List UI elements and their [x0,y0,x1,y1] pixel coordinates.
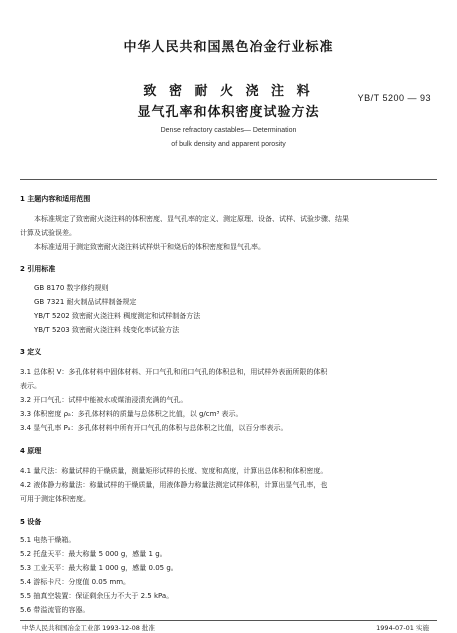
reference-item: YB/T 5202 致密耐火浇注料 稠度测定和试样制备方法 [34,312,201,320]
definition-3-2: 3.2 开口气孔：试样中能被水或煤油浸渍充满的气孔。 [20,396,188,404]
section-1-paragraph-2: 本标准适用于测定致密耐火浇注料试样烘干和烧后的体积密度和显气孔率。 [34,243,265,251]
english-title-line-2: of bulk density and apparent porosity [171,141,286,148]
definition-3-1-cont: 表示。 [20,382,41,390]
principle-4-2: 4.2 液体静力称量法：称量试样的干燥质量，用液体静力称量法测定试样体积，计算出显气孔率，也 [20,481,328,489]
equipment-item: 5.6 带溢流管的容器。 [20,606,90,614]
document-title-line-2: 显气孔率和体积密度试验方法 [137,105,320,120]
implementation-date: 1994-07-01 实施 [376,624,429,632]
principle-4-1: 4.1 量尺法：称量试样的干燥质量，测量矩形试样的长度、宽度和高度，计算出总体积和体积密度。 [20,467,328,475]
header-divider [20,179,437,180]
section-3-heading: 3 定义 [20,348,42,356]
section-1-paragraph-1: 本标准规定了致密耐火浇注料的体积密度、显气孔率的定义、测定原理、设备、试样、试验步骤、结果 [34,215,349,223]
reference-item: GB 7321 耐火制品试样制备规定 [34,298,137,306]
section-1-paragraph-1-cont: 计算及试验误差。 [20,229,76,237]
section-5-heading: 5 设备 [20,518,42,526]
section-4-heading: 4 原理 [20,447,42,455]
section-2-heading: 2 引用标准 [20,265,56,273]
approval-note: 中华人民共和国冶金工业部 1993-12-08 批准 [22,624,155,632]
footer-divider [20,620,437,621]
reference-item: YB/T 5203 致密耐火浇注料 线变化率试验方法 [34,326,180,334]
definition-3-4: 3.4 显气孔率 Pₐ：多孔体材料中所有开口气孔的体积与总体积之比值，以百分率表示。 [20,424,288,432]
english-title-line-1: Dense refractory castables— Determination [160,127,297,134]
equipment-item: 5.2 托盘天平：最大称量 5 000 g，感量 1 g。 [20,550,167,558]
document-title-line-1: 致 密 耐 火 浇 注 料 [143,84,314,99]
reference-item: GB 8170 数字修约规则 [34,284,109,292]
principle-4-2-cont: 可用于测定体积密度。 [20,495,90,503]
standard-number: YB/T 5200 — 93 [357,93,431,103]
issuing-organization: 中华人民共和国黑色冶金行业标准 [123,40,334,55]
equipment-item: 5.3 工业天平：最大称量 1 000 g，感量 0.05 g。 [20,564,178,572]
definition-3-1: 3.1 总体积 V：多孔体材料中固体材料、开口气孔和闭口气孔的体积总和，用试样外表面所限的体积 [20,368,328,376]
equipment-item: 5.1 电热干燥箱。 [20,536,76,544]
definition-3-3: 3.3 体积密度 ρₐ：多孔体材料的质量与总体积之比值，以 g/cm³ 表示。 [20,410,243,418]
equipment-item: 5.4 游标卡尺：分度值 0.05 mm。 [20,578,131,586]
equipment-item: 5.5 抽真空装置：保证剩余压力不大于 2.5 kPa。 [20,592,174,600]
section-1-heading: 1 主题内容和适用范围 [20,195,91,203]
